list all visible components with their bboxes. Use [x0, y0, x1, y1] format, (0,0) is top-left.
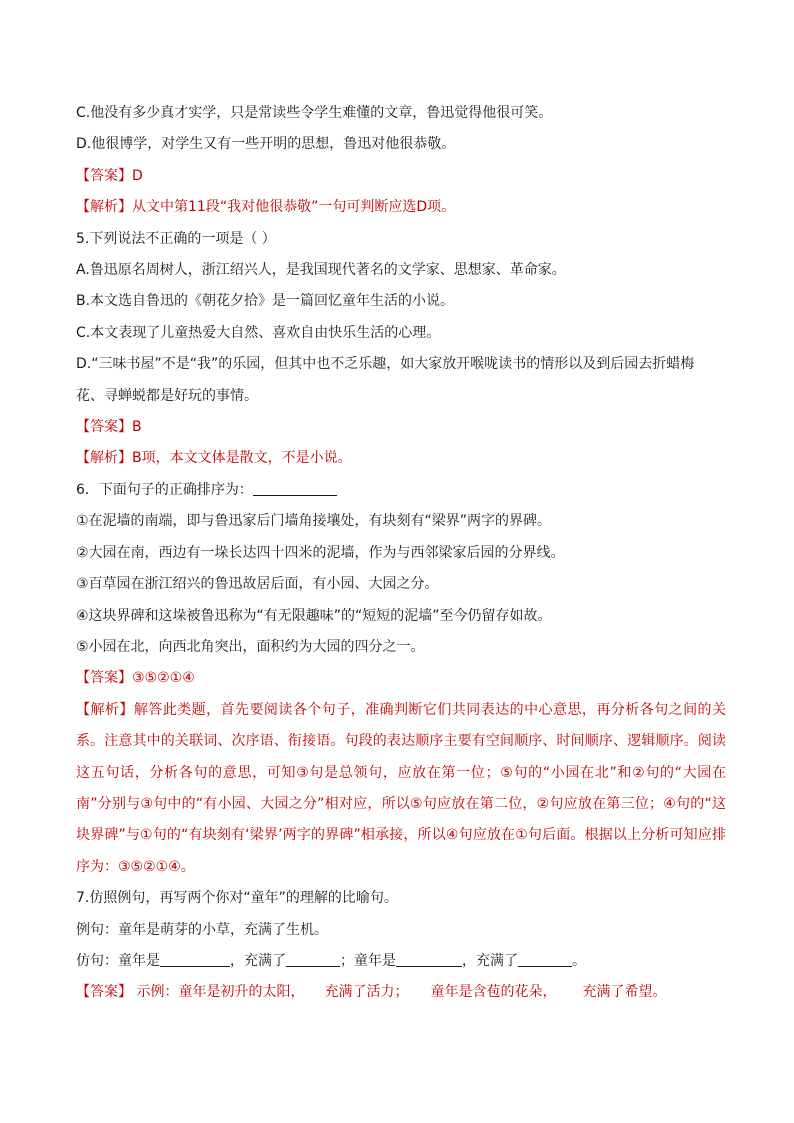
- q5-stem: 5.下列说法不正确的一项是（ ）: [76, 230, 276, 247]
- answer-text: D: [132, 167, 143, 184]
- q6-sentence-3: ③百草园在浙江绍兴的鲁迅故居后面，有小园、大园之分。: [76, 576, 439, 593]
- answer-blank[interactable]: [253, 479, 337, 496]
- analysis-text: 从文中第11段“我对他很恭敬”一句可判断应选D项。: [132, 199, 456, 216]
- q6-stem-text: 6．下面句子的正确排序为：: [76, 481, 253, 498]
- q5-option-b: B.本文选自鲁迅的《朝花夕拾》是一篇回忆童年生活的小说。: [76, 293, 455, 310]
- q4-option-c: C.他没有多少真才实学，只是常读些令学生难懂的文章，鲁迅觉得他很可笑。: [76, 105, 553, 121]
- answer-tag: 【答案】: [76, 984, 132, 1001]
- q6-stem: [76, 475, 726, 506]
- q6-analysis: [76, 695, 726, 883]
- q6-answer: [76, 663, 726, 694]
- q5-analysis: [76, 443, 726, 474]
- q6-sentence-4: ④这块界碑和这垛被鲁迅称为“有无限趣味”的“短短的泥墙”至今仍留存如故。: [76, 607, 552, 624]
- q6-sentence-2: ②大园在南，西边有一垛长达四十四米的泥墙，作为与西邻梁家后园的分界线。: [76, 544, 565, 561]
- answer-blank[interactable]: [518, 950, 572, 967]
- imitate-mid-2: ；童年是: [340, 952, 396, 969]
- document-content: [76, 98, 726, 1009]
- q4-option-d: D.他很博学，对学生又有一些开明的思想，鲁迅对他很恭敬。: [76, 136, 456, 153]
- imitate-mid-1: ，充满了: [230, 952, 286, 969]
- answer-tag: 【答案】: [76, 670, 132, 687]
- imitate-prefix: 仿句：童年是: [76, 952, 160, 969]
- q7-stem: 7.仿照例句，再写两个你对“童年”的理解的比喻句。: [76, 890, 398, 907]
- answer-tag: 【答案】: [76, 419, 132, 436]
- analysis-tag: 【解析】: [76, 450, 132, 467]
- analysis-tag: 【解析】: [76, 701, 134, 718]
- q7-imitate: [76, 946, 726, 977]
- q4-analysis: [76, 192, 726, 223]
- q6-sentence-1: ①在泥墙的南端，即与鲁迅家后门墙角接壤处，有块刻有“梁界”两字的界碑。: [76, 513, 552, 530]
- analysis-tag: 【解析】: [76, 199, 132, 216]
- q5-option-d-line2: 花、寻蝉蜕都是好玩的事情。: [76, 387, 258, 404]
- answer-part-2: 充满了活力；: [324, 984, 409, 1001]
- answer-text: B: [132, 419, 142, 436]
- imitate-end: 。: [572, 952, 586, 969]
- q6-sentence-5: ⑤小园在北，向西北角突出，面积约为大园的四分之一。: [76, 638, 425, 655]
- q7-answer: [76, 977, 726, 1008]
- answer-blank[interactable]: [396, 950, 462, 967]
- answer-part-4: 充满了希望。: [582, 984, 667, 1001]
- answer-blank[interactable]: [160, 950, 230, 967]
- imitate-mid-3: ，充满了: [462, 952, 518, 969]
- q5-answer: [76, 412, 726, 443]
- answer-blank[interactable]: [286, 950, 340, 967]
- answer-tag: 【答案】: [76, 167, 132, 184]
- q5-option-a: A.鲁迅原名周树人，浙江绍兴人，是我国现代著名的文学家、思想家、革命家。: [76, 262, 566, 279]
- q5-option-d-line1: D.“三味书屋”不是“我”的乐园，但其中也不乏乐趣，如大家放开喉咙读书的情形以及到后园去折蜡梅: [76, 356, 695, 373]
- q4-answer: [76, 161, 726, 192]
- analysis-text: 解答此类题，首先要阅读各个句子，准确判断它们共同表达的中心意思，再分析各句之间的关系。注意其中的关联词、次序语、衔接语。句段的表达顺序主要有空间顺序、时间顺序、逻辑顺序。阅读这五句话，分析各句的意思，可知③句是总领句，应放在第一位；⑤句的“小园在北”和②句的“大园在南”分别与③句中的“有小园、大园之分”相对应，所以⑤句应放在第二位，②句应放在第三位；④句的“这块界碑”与①句的“有块刻有‘梁界’两字的界碑”相承接，所以④句应放在①句后面。根据以上分析可知应排序为：③⑤②①④。: [76, 701, 727, 875]
- analysis-text: B项，本文文体是散文，不是小说。: [132, 450, 352, 467]
- answer-part-3: 童年是含苞的花朵，: [430, 984, 557, 1001]
- answer-part-1: 示例：童年是初升的太阳，: [132, 984, 305, 1001]
- q5-option-c: C.本文表现了儿童热爱大自然、喜欢自由快乐生活的心理。: [76, 324, 441, 341]
- answer-text: ③⑤②①④: [132, 670, 195, 687]
- q7-example: 例句：童年是萌芽的小草，充满了生机。: [76, 921, 328, 938]
